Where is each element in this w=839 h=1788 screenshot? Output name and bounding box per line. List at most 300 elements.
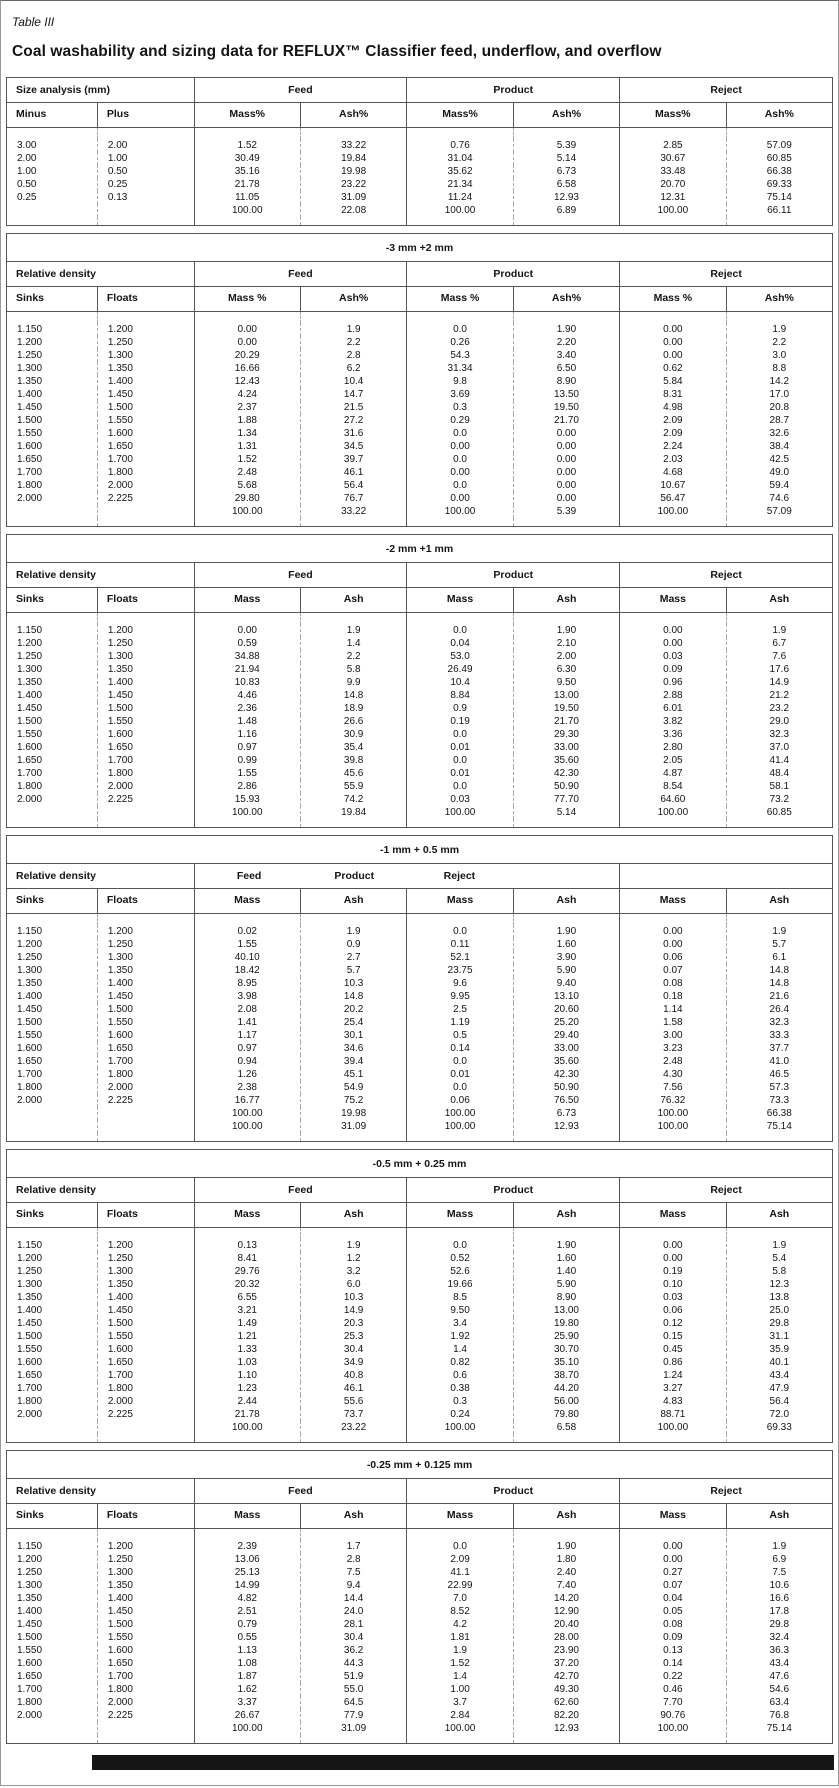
table-cell: 1.400 (97, 676, 194, 689)
table-cell: 7.5 (726, 1566, 832, 1579)
table-cell: 0.19 (407, 715, 513, 728)
spacer-row (7, 1434, 833, 1443)
table-row (7, 1278, 833, 1291)
table-cell: 0.59 (194, 637, 300, 650)
table-cell: 1.500 (17, 1632, 43, 1643)
table-cell: 2.000 (97, 1081, 194, 1094)
table-row (7, 637, 833, 650)
table-cell: 1.350 (97, 1278, 194, 1291)
table-cell: 24.0 (300, 1605, 406, 1618)
column-header-cell: Ash (513, 889, 619, 914)
table-cell: 44.20 (513, 1382, 619, 1395)
table-cell: 0.01 (407, 741, 513, 754)
table-cell: 75.2 (300, 1094, 406, 1107)
table-cell: 43.4 (726, 1369, 832, 1382)
total-cell: 66.38 (726, 1107, 832, 1120)
column-header-row (7, 1203, 833, 1228)
table-cell: 1.250 (97, 1252, 194, 1265)
spacer-cell (194, 312, 300, 324)
table-cell: 4.68 (620, 466, 726, 479)
table-cell: 1.200 (97, 1540, 194, 1553)
column-header-cell: Ash (726, 588, 832, 613)
spacer-cell (407, 1529, 513, 1541)
section-title-row (7, 535, 833, 563)
table-cell: 2.000 (17, 794, 43, 805)
table-cell: 1.250 (17, 1567, 43, 1578)
table-row (7, 1029, 833, 1042)
table-cell: 4.98 (620, 401, 726, 414)
table-cell: 52.1 (407, 951, 513, 964)
table-cell: 38.4 (726, 440, 832, 453)
table-cell: 1.9 (407, 1644, 513, 1657)
table-cell: 40.10 (194, 951, 300, 964)
table-cell: 1.16 (194, 728, 300, 741)
table-cell: 0.3 (407, 1395, 513, 1408)
table-row (7, 375, 833, 388)
table-cell: 49.0 (726, 466, 832, 479)
table-cell: 0.02 (194, 925, 300, 938)
table-cell: 29.40 (513, 1029, 619, 1042)
table-cell: 1.250 (97, 1553, 194, 1566)
total-cell: 100.00 (407, 204, 513, 217)
table-cell: 1.90 (513, 1540, 619, 1553)
table-cell: 1.800 (97, 466, 194, 479)
group-header-row (7, 262, 833, 287)
table-cell: 25.90 (513, 1330, 619, 1343)
table-cell: 28.7 (726, 414, 832, 427)
table-cell: 2.000 (97, 780, 194, 793)
table-cell: 48.4 (726, 767, 832, 780)
table-cell: 1.10 (194, 1369, 300, 1382)
table-cell: 42.30 (513, 1068, 619, 1081)
table-cell: 32.6 (726, 427, 832, 440)
table-cell: 6.55 (194, 1291, 300, 1304)
table-cell: 25.0 (726, 1304, 832, 1317)
table-cell: 1.350 (97, 964, 194, 977)
total-cell: 23.22 (300, 1421, 406, 1434)
table-cell: 79.80 (513, 1408, 619, 1421)
total-cell (7, 806, 98, 819)
section-title-row (7, 1150, 833, 1178)
table-cell: 0.18 (620, 990, 726, 1003)
total-cell: 66.11 (726, 204, 832, 217)
table-cell: 9.8 (407, 375, 513, 388)
table-cell: 19.80 (513, 1317, 619, 1330)
table-cell: 0.00 (407, 492, 513, 505)
table-cell: 1.200 (97, 323, 194, 336)
table-cell: 56.4 (300, 479, 406, 492)
table-cell: 1.650 (17, 1370, 43, 1381)
table-cell: 8.84 (407, 689, 513, 702)
table-cell: 4.24 (194, 388, 300, 401)
spacer-cell (97, 914, 194, 926)
column-header-cell: Ash% (513, 103, 619, 128)
table-cell: 35.62 (407, 165, 513, 178)
table-cell: 1.2 (300, 1252, 406, 1265)
table-cell: 1.800 (97, 1382, 194, 1395)
table-cell: 2.225 (97, 793, 194, 806)
column-header-cell: Ash (513, 1504, 619, 1529)
spacer-row (7, 1529, 833, 1541)
table-cell: 29.76 (194, 1265, 300, 1278)
table-cell: 23.75 (407, 964, 513, 977)
table-cell: 25.13 (194, 1566, 300, 1579)
table-cell: 3.37 (194, 1696, 300, 1709)
table-cell: 72.0 (726, 1408, 832, 1421)
table-cell: 64.5 (300, 1696, 406, 1709)
table-cell: 26.4 (726, 1003, 832, 1016)
table-cell: 13.00 (513, 689, 619, 702)
spacer-cell (7, 1735, 98, 1744)
column-header-cell: Mass (620, 588, 726, 613)
table-cell: 1.55 (194, 938, 300, 951)
table-cell: 2.09 (620, 414, 726, 427)
column-header-row (7, 103, 833, 128)
spacer-cell (194, 1434, 300, 1443)
table-cell: 20.8 (726, 401, 832, 414)
table-cell: 36.3 (726, 1644, 832, 1657)
table-cell: 2.44 (194, 1395, 300, 1408)
table-cell: 1.500 (97, 702, 194, 715)
table-cell: 5.14 (513, 152, 619, 165)
table-cell: 2.00 (513, 650, 619, 663)
table-cell: 9.50 (407, 1304, 513, 1317)
column-header-cell: Sinks (7, 1203, 98, 1228)
column-header-cell: Mass% (194, 103, 300, 128)
total-cell: 100.00 (620, 806, 726, 819)
section-title-row (7, 234, 833, 262)
spacer-cell (407, 914, 513, 926)
table-cell: 1.300 (17, 1580, 43, 1591)
table-cell: 1.400 (97, 375, 194, 388)
table-cell: 2.84 (407, 1709, 513, 1722)
table-cell: 20.3 (300, 1317, 406, 1330)
table-cell: 1.400 (17, 1606, 43, 1617)
table-cell: 1.500 (17, 716, 43, 727)
table-cell: 54.6 (726, 1683, 832, 1696)
table-cell: 0.26 (407, 336, 513, 349)
data-table-minus025-plus0125 (6, 1450, 833, 1744)
table-cell: 26.49 (407, 663, 513, 676)
group-header-label: Reject (443, 870, 476, 882)
table-cell: 0.00 (513, 453, 619, 466)
table-cell: 31.34 (407, 362, 513, 375)
spacer-cell (194, 613, 300, 625)
table-cell: 0.00 (513, 440, 619, 453)
total-cell: 100.00 (194, 1107, 300, 1120)
table-cell: 1.350 (17, 1292, 43, 1303)
table-cell: 1.400 (97, 1592, 194, 1605)
total-cell: 6.58 (513, 1421, 619, 1434)
table-cell: 1.200 (17, 638, 43, 649)
table-cell: 1.450 (17, 1318, 43, 1329)
table-cell: 21.6 (726, 990, 832, 1003)
table-cell: 42.5 (726, 453, 832, 466)
table-row (7, 152, 833, 165)
table-cell: 0.03 (620, 1291, 726, 1304)
table-cell: 1.200 (17, 1554, 43, 1565)
spacer-cell (726, 819, 832, 828)
table-cell: 2.225 (97, 1094, 194, 1107)
table-cell: 1.52 (407, 1657, 513, 1670)
table-cell: 76.7 (300, 492, 406, 505)
table-cell: 2.08 (194, 1003, 300, 1016)
table-cell: 1.40 (513, 1265, 619, 1278)
table-row (7, 1540, 833, 1553)
table-cell: 0.00 (620, 624, 726, 637)
table-cell: 1.33 (194, 1343, 300, 1356)
total-cell: 31.09 (300, 1722, 406, 1735)
column-header-cell: Floats (97, 287, 194, 312)
table-cell: 1.500 (97, 1618, 194, 1631)
table-cell: 2.09 (407, 1553, 513, 1566)
spacer-cell (513, 217, 619, 226)
table-cell: 1.550 (17, 428, 43, 439)
table-cell: 1.9 (300, 925, 406, 938)
column-header-cell: Mass (407, 1203, 513, 1228)
data-table-minus3-plus2 (6, 233, 833, 527)
total-cell: 100.00 (407, 806, 513, 819)
table-cell: 21.94 (194, 663, 300, 676)
column-header-cell: Sinks (7, 287, 98, 312)
table-row (7, 1605, 833, 1618)
table-cell: 1.21 (194, 1330, 300, 1343)
table-cell: 19.84 (300, 152, 406, 165)
table-cell: 0.14 (407, 1042, 513, 1055)
table-cell: 2.2 (726, 336, 832, 349)
table-cell: 18.9 (300, 702, 406, 715)
spacer-row (7, 217, 833, 226)
table-row (7, 1670, 833, 1683)
spacer-cell (407, 1133, 513, 1142)
table-cell: 51.9 (300, 1670, 406, 1683)
section-title-row (7, 836, 833, 864)
table-cell: 46.1 (300, 466, 406, 479)
total-cell: 19.98 (300, 1107, 406, 1120)
group-header-cell: Reject (620, 563, 833, 588)
table-cell: 30.1 (300, 1029, 406, 1042)
table-cell: 54.9 (300, 1081, 406, 1094)
table-cell: 31.04 (407, 152, 513, 165)
table-cell: 33.00 (513, 1042, 619, 1055)
table-cell: 1.62 (194, 1683, 300, 1696)
total-cell: 100.00 (620, 1107, 726, 1120)
table-cell: 21.78 (194, 1408, 300, 1421)
table-cell: 0.0 (407, 1540, 513, 1553)
table-cell: 8.54 (620, 780, 726, 793)
spacer-cell (407, 1228, 513, 1240)
table-cell: 1.700 (97, 1055, 194, 1068)
table-cell: 10.3 (300, 1291, 406, 1304)
table-cell: 73.7 (300, 1408, 406, 1421)
total-cell: 100.00 (407, 1107, 513, 1120)
table-cell: 2.000 (17, 1710, 43, 1721)
table-cell: 10.67 (620, 479, 726, 492)
table-row (7, 191, 833, 204)
table-cell: 1.150 (17, 1240, 43, 1251)
table-row (7, 964, 833, 977)
table-row (7, 139, 833, 152)
total-cell (7, 204, 98, 217)
table-cell: 1.400 (17, 1305, 43, 1316)
table-cell: 1.13 (194, 1644, 300, 1657)
table-cell: 0.97 (194, 1042, 300, 1055)
table-cell: 0.03 (620, 650, 726, 663)
table-cell: 5.8 (726, 1265, 832, 1278)
group-header-cell: Reject (620, 78, 833, 103)
table-row (7, 1356, 833, 1369)
spacer-cell (513, 914, 619, 926)
table-cell: 42.70 (513, 1670, 619, 1683)
table-cell: 25.4 (300, 1016, 406, 1029)
table-row (7, 427, 833, 440)
column-header-cell: Sinks (7, 889, 98, 914)
spacer-row (7, 819, 833, 828)
table-cell: 4.2 (407, 1618, 513, 1631)
table-cell: 30.49 (194, 152, 300, 165)
table-cell: 10.6 (726, 1579, 832, 1592)
column-header-cell: Mass (194, 588, 300, 613)
table-cell: 0.55 (194, 1631, 300, 1644)
table-cell: 37.7 (726, 1042, 832, 1055)
table-row (7, 323, 833, 336)
spacer-cell (7, 217, 98, 226)
table-cell: 0.79 (194, 1618, 300, 1631)
spacer-cell (7, 914, 98, 926)
table-cell: 69.33 (726, 178, 832, 191)
table-cell: 1.31 (194, 440, 300, 453)
table-cell: 22.99 (407, 1579, 513, 1592)
spacer-cell (513, 1133, 619, 1142)
column-header-cell: Mass% (620, 103, 726, 128)
table-cell: 4.46 (194, 689, 300, 702)
table-cell: 0.62 (620, 362, 726, 375)
table-cell: 1.550 (17, 1344, 43, 1355)
table-cell: 1.350 (17, 978, 43, 989)
table-row (7, 938, 833, 951)
table-row (7, 401, 833, 414)
spacer-cell (300, 819, 406, 828)
column-header-cell: Sinks (7, 588, 98, 613)
table-cell: 0.19 (620, 1265, 726, 1278)
table-cell: 1.700 (17, 1383, 43, 1394)
table-cell: 1.300 (17, 664, 43, 675)
table-cell: 0.45 (620, 1343, 726, 1356)
total-cell: 100.00 (194, 505, 300, 518)
table-cell: 9.6 (407, 977, 513, 990)
table-cell: 0.00 (620, 1553, 726, 1566)
total-cell: 100.00 (194, 204, 300, 217)
spacer-cell (620, 1434, 726, 1443)
table-cell: 6.2 (300, 362, 406, 375)
table-cell: 1.9 (300, 624, 406, 637)
table-cell: 1.800 (17, 1697, 43, 1708)
spacer-cell (726, 1133, 832, 1142)
spacer-cell (7, 613, 98, 625)
table-cell: 5.4 (726, 1252, 832, 1265)
table-row (7, 702, 833, 715)
data-table-minus2-plus1 (6, 534, 833, 828)
table-cell: 3.36 (620, 728, 726, 741)
table-cell: 1.00 (407, 1683, 513, 1696)
table-cell: 60.85 (726, 152, 832, 165)
spacer-cell (300, 1434, 406, 1443)
table-cell: 88.71 (620, 1408, 726, 1421)
table-cell: 1.550 (17, 729, 43, 740)
table-cell: 6.58 (513, 178, 619, 191)
table-cell: 1.550 (17, 1645, 43, 1656)
spacer-cell (194, 914, 300, 926)
table-cell: 1.200 (17, 1253, 43, 1264)
column-header-cell: Minus (7, 103, 98, 128)
table-row (7, 1631, 833, 1644)
spacer-cell (97, 1228, 194, 1240)
table-row (7, 1239, 833, 1252)
table-cell: 55.0 (300, 1683, 406, 1696)
table-row (7, 492, 833, 505)
table-cell: 1.500 (17, 415, 43, 426)
table-cell: 1.250 (17, 952, 43, 963)
column-header-cell: Ash (300, 889, 406, 914)
table-cell: 1.450 (17, 402, 43, 413)
table-cell: 14.9 (726, 676, 832, 689)
table-row (7, 336, 833, 349)
table-cell: 31.09 (300, 191, 406, 204)
table-cell: 1.650 (97, 1042, 194, 1055)
total-cell: 5.14 (513, 806, 619, 819)
table-row (7, 689, 833, 702)
spacer-cell (300, 518, 406, 527)
table-cell: 0.0 (407, 323, 513, 336)
table-cell: 0.0 (407, 427, 513, 440)
table-cell: 19.98 (300, 165, 406, 178)
table-row (7, 741, 833, 754)
spacer-cell (97, 217, 194, 226)
table-cell: 14.8 (300, 689, 406, 702)
table-cell: 2.00 (97, 139, 194, 152)
table-cell: 8.31 (620, 388, 726, 401)
table-cell: 1.600 (97, 1029, 194, 1042)
table-cell: 0.25 (17, 192, 37, 203)
table-row (7, 624, 833, 637)
spacer-cell (620, 819, 726, 828)
table-row (7, 362, 833, 375)
column-header-row (7, 287, 833, 312)
table-cell: 0.0 (407, 780, 513, 793)
spacer-cell (97, 613, 194, 625)
table-cell: 0.01 (407, 767, 513, 780)
spacer-cell (97, 128, 194, 140)
spacer-row (7, 518, 833, 527)
table-cell: 10.4 (407, 676, 513, 689)
table-cell: 20.29 (194, 349, 300, 362)
data-table-minus05-plus025 (6, 1149, 833, 1443)
table-cell: 1.81 (407, 1631, 513, 1644)
table-cell: 0.46 (620, 1683, 726, 1696)
table-cell: 1.400 (17, 991, 43, 1002)
table-cell: 1.250 (97, 938, 194, 951)
table-cell: 5.84 (620, 375, 726, 388)
spacer-cell (194, 1735, 300, 1744)
spacer-row (7, 312, 833, 324)
tables-container (6, 77, 833, 1744)
table-cell: 25.20 (513, 1016, 619, 1029)
table-cell: 1.650 (17, 454, 43, 465)
table-row (7, 466, 833, 479)
spacer-cell (513, 1735, 619, 1744)
table-cell: 1.300 (17, 363, 43, 374)
table-cell: 32.3 (726, 1016, 832, 1029)
